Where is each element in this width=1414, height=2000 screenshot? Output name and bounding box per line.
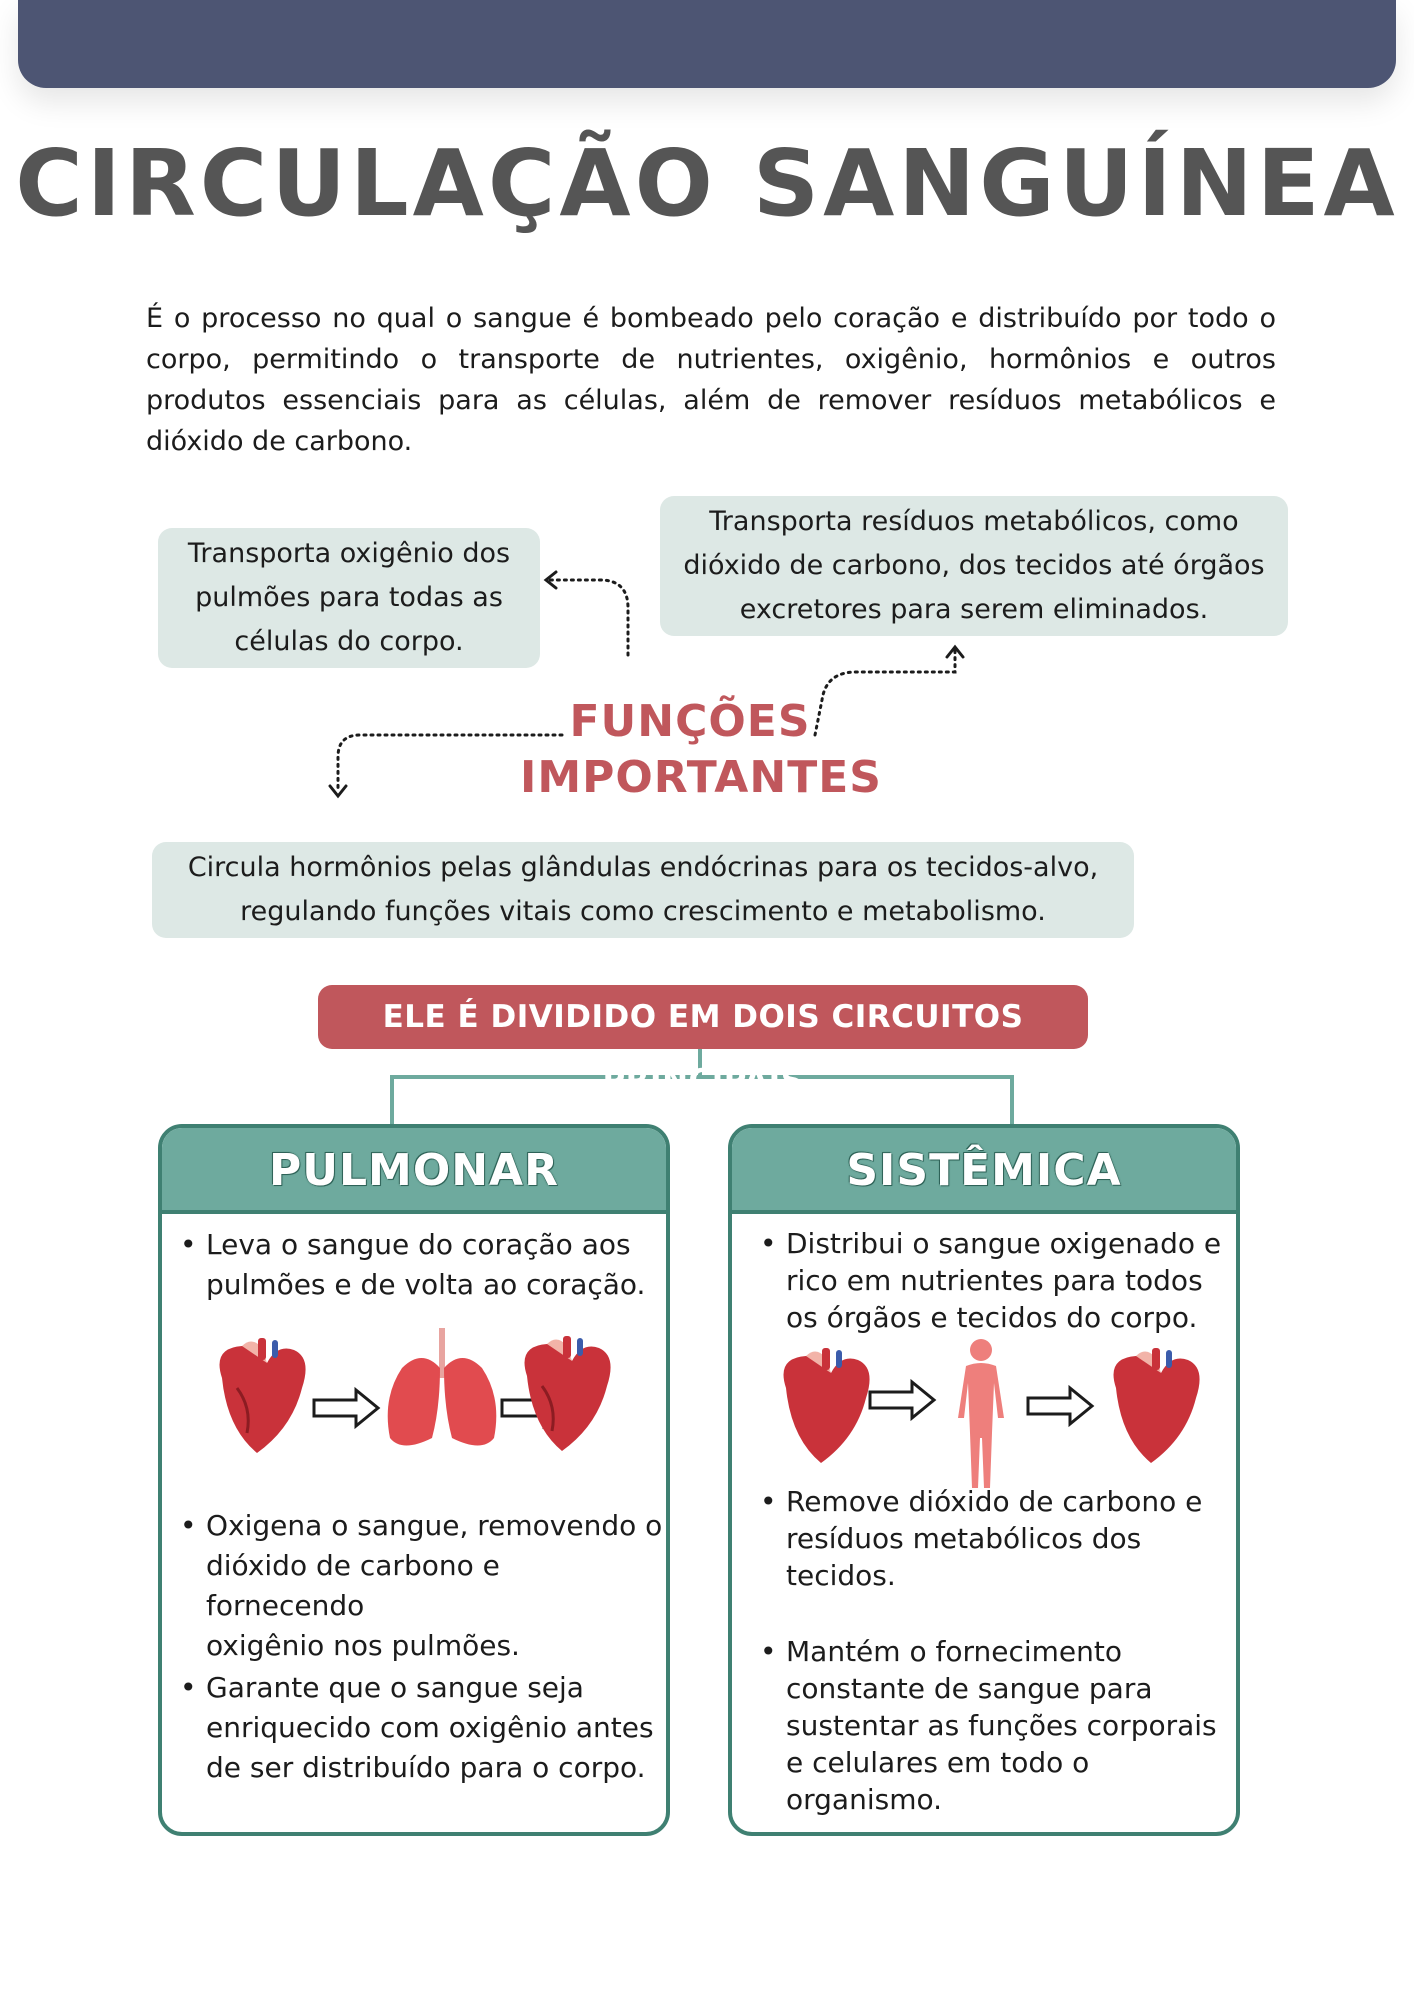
sistemica-bullet-1: • Distribui o sangue oxigenado e rico em nutrientes para todos os órgãos e tecidos do corpo.	[760, 1227, 1222, 1334]
arrow-right-icon	[870, 1382, 934, 1418]
page-title: CIRCULAÇÃO SANGUÍNEA	[15, 130, 1399, 237]
oxygen-function-bubble: Transporta oxigênio dos pulmões para todas as células do corpo.	[158, 528, 540, 668]
heart-icon	[220, 1338, 306, 1453]
heart-icon	[525, 1336, 611, 1451]
pulmonar-card	[158, 1124, 670, 1836]
pulmonar-bullet-1: • Leva o sangue do coração aos pulmões e de volta ao coração.	[180, 1228, 646, 1301]
sistemica-title: SISTÊMICA	[732, 1128, 1236, 1214]
waste-function-bubble: Transporta resíduos metabólicos, como dióxido de carbono, dos tecidos até órgãos excretores para serem eliminados.	[660, 496, 1288, 636]
lungs-icon	[388, 1328, 497, 1446]
top-banner	[18, 0, 1396, 88]
pulmonar-diagram	[202, 1328, 622, 1468]
circuits-banner: ELE É DIVIDIDO EM DOIS CIRCUITOS PRINCIPAIS	[318, 985, 1088, 1049]
pulmonar-title: PULMONAR	[162, 1128, 666, 1214]
arrow-right-icon	[1028, 1388, 1092, 1424]
arrow-right-icon	[314, 1390, 378, 1426]
sistemica-bullet-3: • Mantém o fornecimento constante de sangue para sustentar as funções corporais e celulares em todo o organismo.	[760, 1635, 1217, 1816]
sistemica-card	[728, 1124, 1240, 1836]
hormone-function-bubble: Circula hormônios pelas glândulas endócrinas para os tecidos-alvo, regulando funções vitais como crescimento e metabolismo.	[152, 842, 1134, 938]
heart-icon	[784, 1348, 870, 1463]
intro-paragraph: É o processo no qual o sangue é bombeado pelo coração e distribuído por todo o corpo, permitindo o transporte de nutrientes, oxigênio, hormônios e outros produtos essenciais para as células, além de remover resíduos metabólicos e dióxido de carbono.	[146, 303, 1276, 457]
sistemica-diagram	[776, 1338, 1206, 1498]
heart-icon	[1114, 1348, 1200, 1463]
pulmonar-bullet-2: • Oxigena o sangue, removendo o dióxido de carbono e fornecendo oxigênio nos pulmões.	[180, 1509, 663, 1662]
pulmonar-bullet-3: • Garante que o sangue seja enriquecido com oxigênio antes de ser distribuído para o corpo.	[180, 1671, 654, 1784]
sistemica-bullet-2: • Remove dióxido de carbono e resíduos metabólicos dos tecidos.	[760, 1485, 1203, 1592]
arrow-to-oxygen	[550, 580, 628, 655]
functions-heading: FUNÇÕES IMPORTANTES	[520, 696, 882, 803]
human-body-icon	[958, 1339, 1004, 1488]
